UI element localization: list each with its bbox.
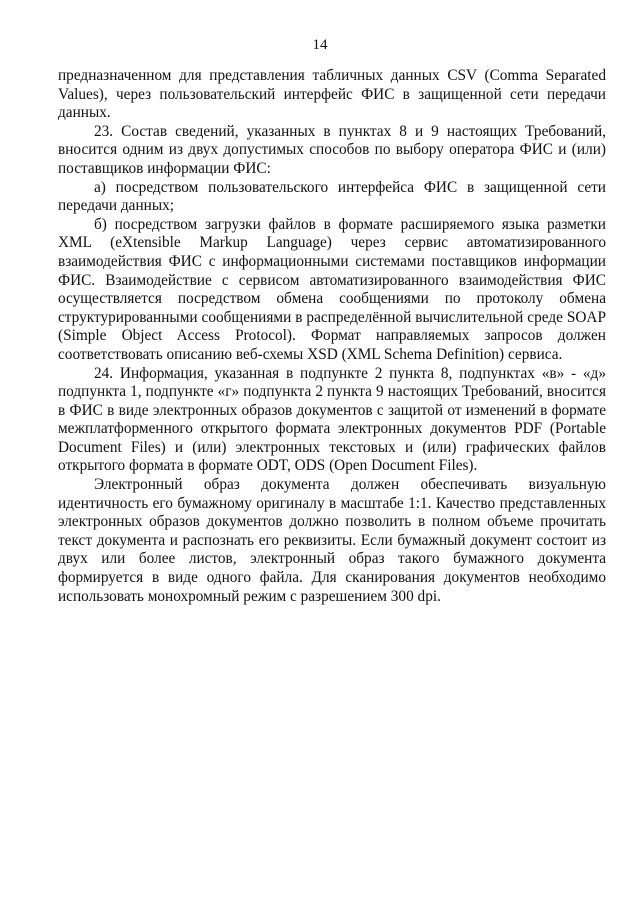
document-body [58,67,606,606]
paragraph-item-23: 23. Состав сведений, указанных в пунктах 8 и 9 настоящих Требований, вносится одним из двух допустимых способов по выбору оператора ФИС и (или) поставщиков информации ФИС: [58,122,606,177]
paragraph-electronic-image: Электронный образ документа должен обеспечивать визуальную идентичность его бумажному оригиналу в масштабе 1:1. Качество представленных электронных образов документов должно позволить в полном объеме прочитать текст документа и распознать его реквизиты. Если бумажный документ состоит из двух или более листов, электронный образ такого бумажного документа формируется в виде одного файла. Для сканирования документов необходимо использовать монохромный режим с разрешением 300 dpi. [58,476,606,605]
page-number: 14 [312,37,328,53]
paragraph-item-24: 24. Информация, указанная в подпункте 2 пункта 8, подпунктах «в» - «д» подпункта 1, подпункте «г» подпункта 2 пункта 9 настоящих Требований, вносится в ФИС в виде электронных образов документов с защитой от изменений в формате межплатформенного открытого формата электронных документов PDF (Portable Document Files) и (или) электронных текстовых и (или) графических файлов открытого формата в формате ODT, ODS (Open Document Files). [58,364,606,475]
paragraph-subitem-b: б) посредством загрузки файлов в формате расширяемого языка разметки XML (eXtensible Markup Language) через сервис автоматизированного взаимодействия ФИС с информационными системами поставщиков информации ФИС. Взаимодействие с сервисом автоматизированного взаимодействия ФИС осуществляется посредством обмена сообщениями по протоколу обмена структурированными сообщениями в распределённой вычислительной среде SOAP (Simple Object Access Protocol). Формат направляемых запросов должен соответствовать описанию веб-схемы XSD (XML Schema Definition) сервиса. [58,215,606,363]
paragraph-subitem-a: а) посредством пользовательского интерфейса ФИС в защищенной сети передачи данных; [58,178,606,215]
paragraph-continuation: предназначенном для представления табличных данных CSV (Comma Separated Values), через пользовательский интерфейс ФИС в защищенной сети передачи данных. [58,67,606,122]
